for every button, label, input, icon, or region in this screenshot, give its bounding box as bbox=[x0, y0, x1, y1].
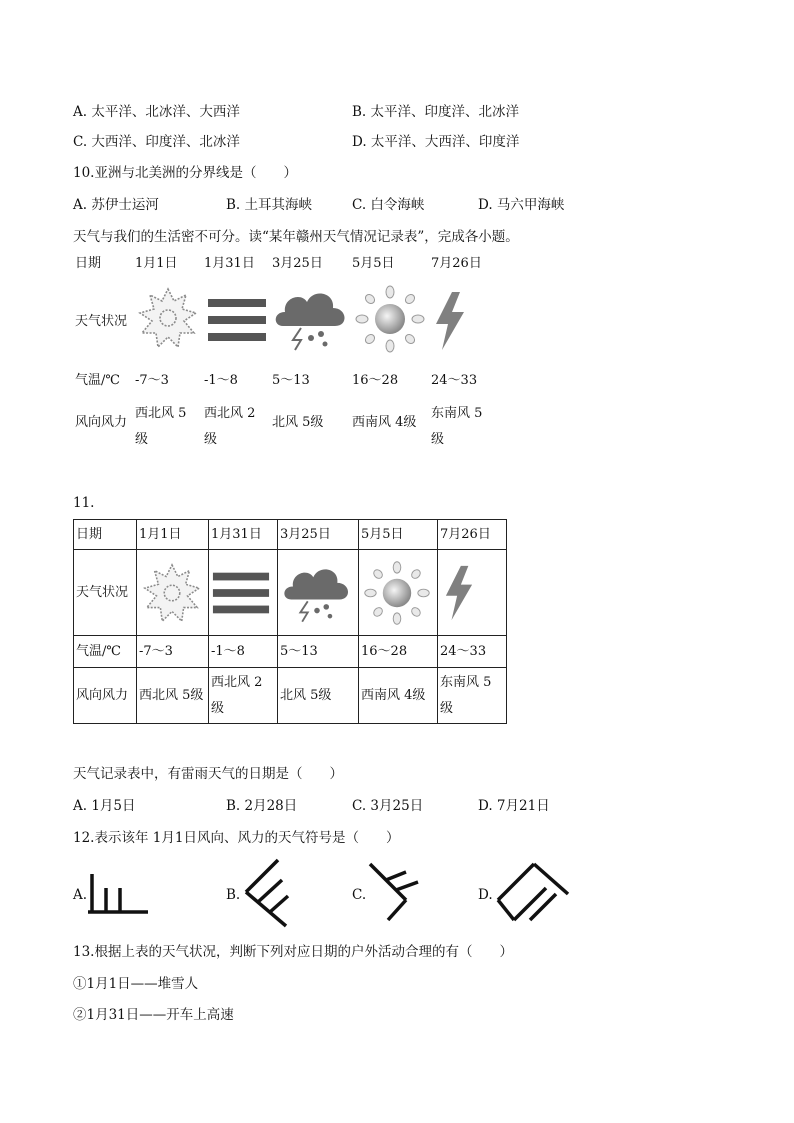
weather-cell bbox=[209, 550, 278, 636]
wind-symbol-d-icon bbox=[494, 860, 572, 924]
weather-cell bbox=[137, 550, 209, 636]
q11-stem: 天气记录表中，有雷雨天气的日期是（ ） bbox=[73, 766, 343, 782]
date-cell: 1月1日 bbox=[137, 520, 209, 550]
q9-option-b: B. 太平洋、印度洋、北冰洋 bbox=[352, 104, 520, 120]
lightning-icon bbox=[440, 564, 478, 622]
sun-icon bbox=[361, 560, 433, 626]
temp-cell: -7～3 bbox=[135, 373, 169, 388]
date-cell: 5月5日 bbox=[359, 520, 438, 550]
lightning-icon bbox=[430, 290, 470, 352]
wind-cell: 西北风 2 级 bbox=[204, 406, 256, 447]
date-cell: 3月25日 bbox=[278, 520, 359, 550]
q9-option-a: A. 太平洋、北冰洋、大西洋 bbox=[73, 104, 240, 120]
wind-symbol-c-icon bbox=[366, 860, 428, 926]
thunderstorm-icon bbox=[280, 560, 354, 626]
fog-icon bbox=[211, 568, 271, 618]
q10-stem: 10.亚洲与北美洲的分界线是（ ） bbox=[73, 165, 297, 181]
weather-cell bbox=[359, 550, 438, 636]
q9-option-d: D. 太平洋、大西洋、印度洋 bbox=[352, 134, 520, 150]
intro-text: 天气与我们的生活密不可分。读“某年赣州天气情况记录表”，完成各小题。 bbox=[73, 229, 519, 245]
row-label-wind: 风向风力 bbox=[74, 668, 137, 724]
temp-cell: 5～13 bbox=[272, 373, 310, 388]
temp-cell: -1～8 bbox=[204, 373, 238, 388]
wind-symbol-a-icon bbox=[86, 870, 152, 918]
q10-option-d: D. 马六甲海峡 bbox=[478, 197, 565, 213]
q11-option-c: C. 3月25日 bbox=[352, 798, 424, 814]
temp-cell: 16～28 bbox=[359, 636, 438, 668]
date-cell: 1月31日 bbox=[209, 520, 278, 550]
q13-item-2: ②1月31日——开车上高速 bbox=[73, 1007, 234, 1023]
row-label-weather: 天气状况 bbox=[75, 314, 128, 329]
wind-cell: 西南风 4级 bbox=[352, 415, 417, 430]
date-cell: 7月26日 bbox=[431, 256, 482, 271]
weather-cell bbox=[438, 550, 507, 636]
q10-option-b: B. 土耳其海峡 bbox=[226, 197, 313, 213]
row-label-wind: 风向风力 bbox=[75, 415, 128, 430]
wind-cell: 西北风 5级 bbox=[137, 668, 209, 724]
q13-stem: 13.根据上表的天气状况，判断下列对应日期的户外活动合理的有（ ） bbox=[73, 944, 513, 960]
q10-option-a: A. 苏伊士运河 bbox=[73, 197, 159, 213]
snowflake-icon bbox=[139, 561, 205, 625]
q12-option-c-label: C. bbox=[352, 887, 367, 903]
row-label-temp: 气温/℃ bbox=[75, 373, 120, 388]
date-cell: 1月31日 bbox=[204, 256, 255, 271]
row-label-weather: 天气状况 bbox=[74, 550, 137, 636]
q12-option-b-label: B. bbox=[226, 887, 241, 903]
wind-cell: 东南风 5 级 bbox=[438, 668, 507, 724]
wind-symbol-b-icon bbox=[242, 858, 302, 930]
temp-cell: -1～8 bbox=[209, 636, 278, 668]
row-label-date: 日期 bbox=[75, 256, 102, 271]
q12-option-a-label: A. bbox=[73, 887, 88, 903]
q12-option-d-label: D. bbox=[478, 887, 493, 903]
weather-cell bbox=[278, 550, 359, 636]
date-cell: 7月26日 bbox=[438, 520, 507, 550]
q11-option-b: B. 2月28日 bbox=[226, 798, 298, 814]
row-label-date: 日期 bbox=[74, 520, 137, 550]
sun-icon bbox=[352, 285, 428, 353]
date-cell: 3月25日 bbox=[272, 256, 323, 271]
wind-cell: 西南风 4级 bbox=[359, 668, 438, 724]
temp-cell: -7～3 bbox=[137, 636, 209, 668]
q10-option-c: C. 白令海峡 bbox=[352, 197, 425, 213]
q13-item-1: ①1月1日——堆雪人 bbox=[73, 976, 199, 992]
q9-option-c: C. 大西洋、印度洋、北冰洋 bbox=[73, 134, 240, 150]
date-cell: 5月5日 bbox=[352, 256, 395, 271]
fog-icon bbox=[206, 295, 268, 345]
weather-table-bordered bbox=[73, 519, 507, 724]
wind-cell: 北风 5级 bbox=[272, 415, 324, 430]
q11-option-a: A. 1月5日 bbox=[73, 798, 136, 814]
q11-option-d: D. 7月21日 bbox=[478, 798, 550, 814]
thunderstorm-icon bbox=[271, 284, 351, 354]
wind-cell: 东南风 5 级 bbox=[431, 406, 483, 447]
temp-cell: 24～33 bbox=[438, 636, 507, 668]
row-label-temp: 气温/℃ bbox=[74, 636, 137, 668]
temp-cell: 16～28 bbox=[352, 373, 399, 388]
snowflake-icon bbox=[134, 285, 202, 351]
wind-cell: 西北风 2 级 bbox=[209, 668, 278, 724]
q11-number: 11. bbox=[73, 495, 95, 511]
date-cell: 1月1日 bbox=[135, 256, 178, 271]
temp-cell: 24～33 bbox=[431, 373, 478, 388]
q12-stem: 12.表示该年 1月1日风向、风力的天气符号是（ ） bbox=[73, 830, 400, 846]
wind-cell: 西北风 5 级 bbox=[135, 406, 187, 447]
temp-cell: 5～13 bbox=[278, 636, 359, 668]
wind-cell: 北风 5级 bbox=[278, 668, 359, 724]
